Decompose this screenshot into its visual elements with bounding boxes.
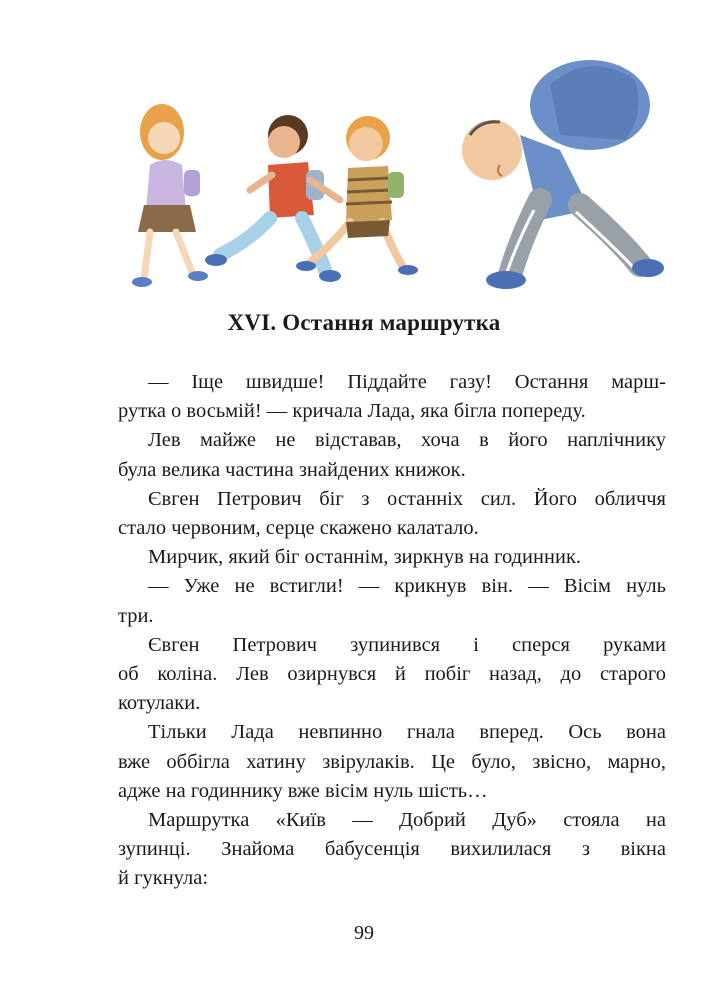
running-children-illustration: [120, 40, 670, 300]
text-line: зупинці. Знайома бабусенція вихилилася з вікна: [118, 838, 666, 861]
text-line: три.: [118, 604, 154, 627]
text-line: й гукнула:: [118, 867, 209, 890]
text-line: Лев майже не відставав, хоча в його наплічнику: [148, 429, 666, 452]
body-text: [118, 368, 666, 894]
text-line: Євген Петрович біг з останніх сил. Його обличчя: [148, 487, 666, 510]
text-line: Тільки Лада невпинно гнала вперед. Ось вона: [148, 721, 666, 744]
text-line: об коліна. Лев озирнувся й побіг назад, до старого: [118, 663, 666, 686]
text-line: Маршрутка «Київ — Добрий Дуб» стояла на: [148, 809, 666, 832]
old-man-figure: [462, 60, 664, 289]
text-line: котулаки.: [118, 692, 201, 715]
text-line: стало червоним, серце скажено калатало.: [118, 517, 479, 540]
text-line: рутка о восьмій! — кричала Лада, яка бігла попереду.: [118, 400, 586, 423]
page-number: 99: [354, 922, 374, 944]
text-line: Євген Петрович зупинився і сперся руками: [148, 633, 666, 656]
text-line: — Іще швидше! Піддайте газу! Остання марш-: [148, 371, 666, 393]
girl-figure: [132, 104, 208, 287]
text-line: адже на годиннику вже вісім нуль шість…: [118, 779, 488, 802]
text-line: Мирчик, який біг останнім, зиркнув на годинник.: [148, 546, 582, 569]
text-line: — Уже не встигли! — крикнув він. — Вісім нуль: [148, 575, 666, 598]
text-line: вже оббігла хатину звірулаків. Це було, звісно, марно,: [118, 750, 666, 773]
text-line: була велика частина знайдених книжок.: [118, 458, 466, 481]
chapter-title: XVI. Остання маршрутка: [227, 310, 501, 335]
